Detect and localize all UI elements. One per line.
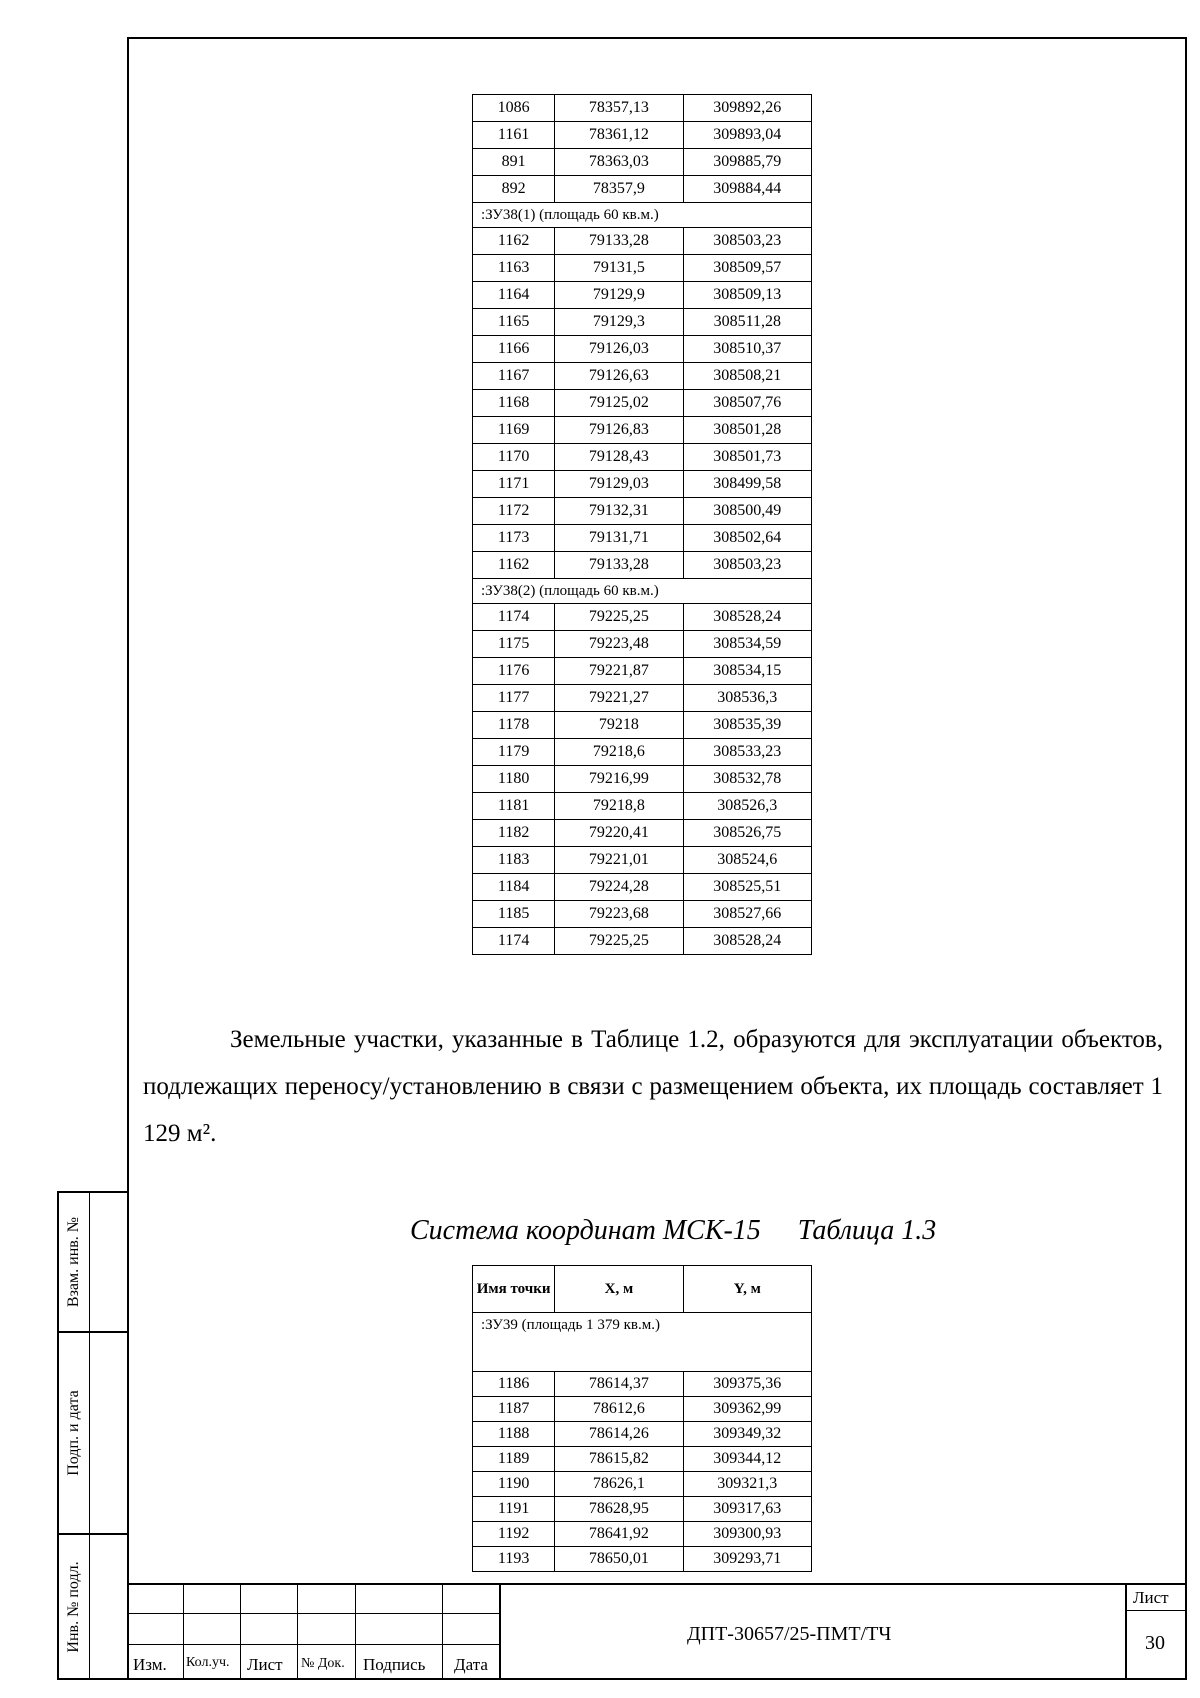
group-label: :ЗУ39 (площадь 1 379 кв.м.) [473, 1313, 812, 1372]
table-row [473, 1422, 812, 1447]
x-value-cell: 79125,02 [555, 390, 683, 417]
y-value-cell: 309317,63 [683, 1497, 811, 1522]
x-value-cell: 79223,68 [555, 901, 683, 928]
x-value-cell: 78361,12 [555, 122, 683, 149]
table-row [473, 149, 812, 176]
x-value-cell: 79218,6 [555, 739, 683, 766]
y-value-cell: 308534,59 [683, 631, 811, 658]
point-id-cell: 1190 [473, 1472, 555, 1497]
table-row [473, 228, 812, 255]
y-value-cell: 308532,78 [683, 766, 811, 793]
header-x: X, м [555, 1266, 683, 1313]
table-row [473, 685, 812, 712]
sheet-label: Лист [1133, 1588, 1169, 1607]
point-id-cell: 1178 [473, 712, 555, 739]
stamp-col-data: Дата [454, 1655, 488, 1674]
y-value-cell: 309321,3 [683, 1472, 811, 1497]
x-value-cell: 79128,43 [555, 444, 683, 471]
point-id-cell: 892 [473, 176, 555, 203]
y-value-cell: 308508,21 [683, 363, 811, 390]
x-value-cell: 79216,99 [555, 766, 683, 793]
point-id-cell: 1192 [473, 1522, 555, 1547]
coordinates-table-1-3 [472, 1265, 812, 1572]
point-id-cell: 1162 [473, 228, 555, 255]
point-id-cell: 1165 [473, 309, 555, 336]
y-value-cell: 308528,24 [683, 928, 811, 955]
y-value-cell: 309300,93 [683, 1522, 811, 1547]
side-label-vzam: Взам. инв. № [65, 1216, 82, 1308]
table-row [473, 176, 812, 203]
x-value-cell: 79218 [555, 712, 683, 739]
table-row [473, 309, 812, 336]
y-value-cell: 309293,71 [683, 1547, 811, 1572]
x-value-cell: 78614,26 [555, 1422, 683, 1447]
table-row [473, 712, 812, 739]
y-value-cell: 308526,3 [683, 793, 811, 820]
point-id-cell: 1168 [473, 390, 555, 417]
y-value-cell: 308536,3 [683, 685, 811, 712]
x-value-cell: 79133,28 [555, 552, 683, 579]
point-id-cell: 891 [473, 149, 555, 176]
stamp-col-podpis: Подпись [363, 1655, 426, 1674]
point-id-cell: 1177 [473, 685, 555, 712]
point-id-cell: 1183 [473, 847, 555, 874]
table-row [473, 847, 812, 874]
side-strip-podp [57, 1331, 127, 1535]
x-value-cell: 78357,13 [555, 95, 683, 122]
table-row [473, 498, 812, 525]
table-row [473, 1497, 812, 1522]
caption-coordinate-system: Система координат МСК-15 [410, 1215, 761, 1246]
header-point-name: Имя точки [473, 1266, 555, 1313]
point-id-cell: 1189 [473, 1447, 555, 1472]
point-id-cell: 1172 [473, 498, 555, 525]
table-row [473, 255, 812, 282]
table-row [473, 1447, 812, 1472]
y-value-cell: 309893,04 [683, 122, 811, 149]
side-strip-vzam [57, 1191, 127, 1333]
y-value-cell: 309892,26 [683, 95, 811, 122]
sheet-number: 30 [1145, 1632, 1165, 1654]
group-row [473, 579, 812, 604]
x-value-cell: 79131,5 [555, 255, 683, 282]
x-value-cell: 79133,28 [555, 228, 683, 255]
point-id-cell: 1187 [473, 1397, 555, 1422]
point-id-cell: 1163 [473, 255, 555, 282]
x-value-cell: 79218,8 [555, 793, 683, 820]
group-label: :ЗУ38(1) (площадь 60 кв.м.) [473, 203, 812, 228]
table-row [473, 444, 812, 471]
point-id-cell: 1175 [473, 631, 555, 658]
table-row [473, 417, 812, 444]
table-row [473, 552, 812, 579]
table-row [473, 901, 812, 928]
group-label: :ЗУ38(2) (площадь 60 кв.м.) [473, 579, 812, 604]
y-value-cell: 308503,23 [683, 552, 811, 579]
x-value-cell: 79225,25 [555, 604, 683, 631]
coordinates-table-continued [472, 94, 812, 955]
y-value-cell: 308501,73 [683, 444, 811, 471]
table-row [473, 122, 812, 149]
y-value-cell: 308525,51 [683, 874, 811, 901]
body-paragraph [143, 1016, 1163, 1157]
caption-table-number: Таблица 1.3 [797, 1215, 937, 1246]
point-id-cell: 1086 [473, 95, 555, 122]
point-id-cell: 1173 [473, 525, 555, 552]
point-id-cell: 1171 [473, 471, 555, 498]
point-id-cell: 1185 [473, 901, 555, 928]
point-id-cell: 1184 [473, 874, 555, 901]
x-value-cell: 79224,28 [555, 874, 683, 901]
x-value-cell: 78650,01 [555, 1547, 683, 1572]
y-value-cell: 308510,37 [683, 336, 811, 363]
point-id-cell: 1174 [473, 928, 555, 955]
y-value-cell: 308499,58 [683, 471, 811, 498]
x-value-cell: 79129,03 [555, 471, 683, 498]
stamp-col-doc: № Док. [301, 1656, 345, 1671]
table-row [473, 525, 812, 552]
x-value-cell: 78363,03 [555, 149, 683, 176]
y-value-cell: 308500,49 [683, 498, 811, 525]
side-strip-inv [57, 1533, 127, 1680]
table-row [473, 282, 812, 309]
y-value-cell: 308535,39 [683, 712, 811, 739]
point-id-cell: 1166 [473, 336, 555, 363]
x-value-cell: 79131,71 [555, 525, 683, 552]
group-row [473, 203, 812, 228]
y-value-cell: 309375,36 [683, 1372, 811, 1397]
document-code: ДПТ-30657/25-ПМТ/ТЧ [687, 1623, 892, 1645]
table-row [473, 631, 812, 658]
y-value-cell: 308533,23 [683, 739, 811, 766]
point-id-cell: 1181 [473, 793, 555, 820]
point-id-cell: 1191 [473, 1497, 555, 1522]
y-value-cell: 308502,64 [683, 525, 811, 552]
table-row [473, 793, 812, 820]
x-value-cell: 79221,01 [555, 847, 683, 874]
y-value-cell: 309884,44 [683, 176, 811, 203]
table-row [473, 604, 812, 631]
table-row [473, 1397, 812, 1422]
x-value-cell: 79223,48 [555, 631, 683, 658]
y-value-cell: 309362,99 [683, 1397, 811, 1422]
x-value-cell: 78612,6 [555, 1397, 683, 1422]
paragraph-text: Земельные участки, указанные в Таблице 1.2, образуются для эксплуатации объектов, подлежащих переносу/установлению в связи с размещением объекта, их площадь составляет 1 129 м². [143, 1026, 1163, 1147]
y-value-cell: 308528,24 [683, 604, 811, 631]
y-value-cell: 308501,28 [683, 417, 811, 444]
x-value-cell: 78641,92 [555, 1522, 683, 1547]
header-y: Y, м [683, 1266, 811, 1313]
group-row [473, 1313, 812, 1372]
table-caption [410, 1215, 966, 1247]
side-label-podp: Подп. и дата [65, 1390, 82, 1476]
point-id-cell: 1162 [473, 552, 555, 579]
point-id-cell: 1188 [473, 1422, 555, 1447]
x-value-cell: 79126,83 [555, 417, 683, 444]
point-id-cell: 1176 [473, 658, 555, 685]
side-label-inv: Инв. № подл. [65, 1560, 82, 1653]
y-value-cell: 308524,6 [683, 847, 811, 874]
table-row [473, 390, 812, 417]
point-id-cell: 1169 [473, 417, 555, 444]
y-value-cell: 308503,23 [683, 228, 811, 255]
table-row [473, 95, 812, 122]
table-row [473, 820, 812, 847]
point-id-cell: 1167 [473, 363, 555, 390]
point-id-cell: 1174 [473, 604, 555, 631]
table-header-row [473, 1266, 812, 1313]
x-value-cell: 79220,41 [555, 820, 683, 847]
x-value-cell: 78357,9 [555, 176, 683, 203]
y-value-cell: 308509,13 [683, 282, 811, 309]
point-id-cell: 1161 [473, 122, 555, 149]
table-row [473, 766, 812, 793]
table-row [473, 928, 812, 955]
x-value-cell: 78615,82 [555, 1447, 683, 1472]
point-id-cell: 1164 [473, 282, 555, 309]
stamp-col-izm: Изм. [133, 1655, 167, 1674]
point-id-cell: 1170 [473, 444, 555, 471]
x-value-cell: 78628,95 [555, 1497, 683, 1522]
point-id-cell: 1193 [473, 1547, 555, 1572]
y-value-cell: 309885,79 [683, 149, 811, 176]
x-value-cell: 79221,87 [555, 658, 683, 685]
y-value-cell: 308527,66 [683, 901, 811, 928]
x-value-cell: 79126,03 [555, 336, 683, 363]
table-row [473, 336, 812, 363]
table-row [473, 1547, 812, 1572]
y-value-cell: 308507,76 [683, 390, 811, 417]
table-row [473, 363, 812, 390]
x-value-cell: 79221,27 [555, 685, 683, 712]
y-value-cell: 308526,75 [683, 820, 811, 847]
y-value-cell: 308534,15 [683, 658, 811, 685]
table-row [473, 471, 812, 498]
y-value-cell: 309349,32 [683, 1422, 811, 1447]
table-row [473, 1472, 812, 1497]
point-id-cell: 1180 [473, 766, 555, 793]
point-id-cell: 1179 [473, 739, 555, 766]
table-row [473, 739, 812, 766]
x-value-cell: 79132,31 [555, 498, 683, 525]
table-row [473, 658, 812, 685]
table-row [473, 1522, 812, 1547]
x-value-cell: 78614,37 [555, 1372, 683, 1397]
x-value-cell: 79129,3 [555, 309, 683, 336]
x-value-cell: 78626,1 [555, 1472, 683, 1497]
point-id-cell: 1182 [473, 820, 555, 847]
title-block [127, 1583, 1187, 1680]
x-value-cell: 79126,63 [555, 363, 683, 390]
x-value-cell: 79129,9 [555, 282, 683, 309]
x-value-cell: 79225,25 [555, 928, 683, 955]
y-value-cell: 308509,57 [683, 255, 811, 282]
stamp-col-list: Лист [247, 1655, 283, 1674]
point-id-cell: 1186 [473, 1372, 555, 1397]
table-row [473, 874, 812, 901]
stamp-col-kol: Кол.уч. [186, 1655, 230, 1670]
y-value-cell: 308511,28 [683, 309, 811, 336]
table-row [473, 1372, 812, 1397]
y-value-cell: 309344,12 [683, 1447, 811, 1472]
